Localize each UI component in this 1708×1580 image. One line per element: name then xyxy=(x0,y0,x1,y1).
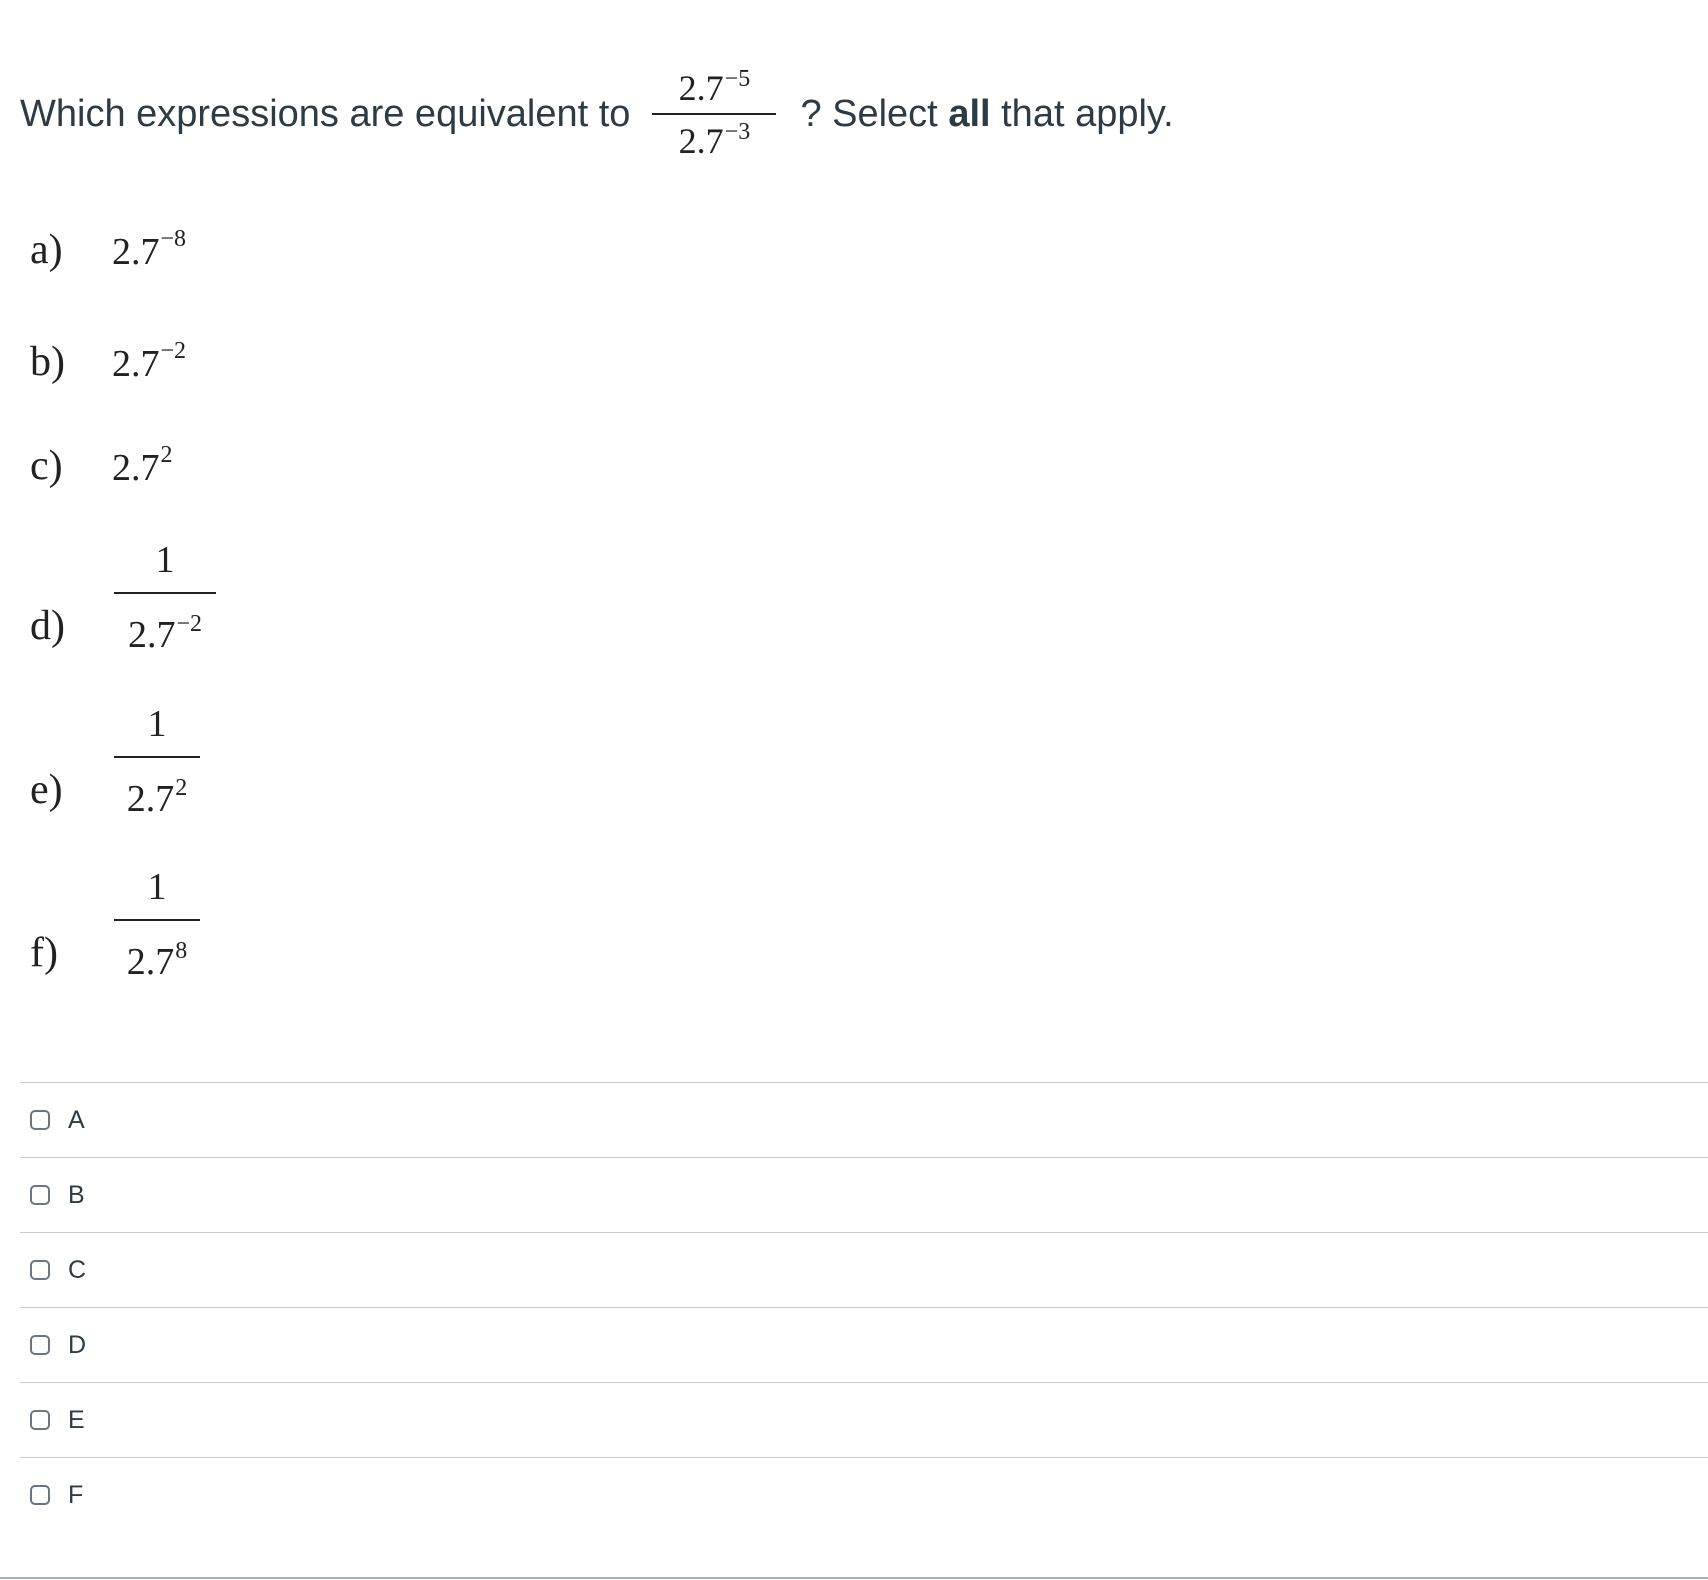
option-letter: a) xyxy=(30,227,63,273)
answer-label: B xyxy=(68,1180,85,1209)
answer-choice-e[interactable] xyxy=(20,1382,1708,1457)
answer-label: A xyxy=(68,1105,85,1134)
option-fraction xyxy=(114,702,200,821)
answer-choice-b[interactable] xyxy=(20,1157,1708,1232)
fraction-bar xyxy=(114,919,200,921)
answer-label: D xyxy=(68,1330,87,1359)
answer-choice-f[interactable] xyxy=(20,1457,1708,1532)
answer-choices xyxy=(20,1082,1708,1532)
option-expression: $2.7^{-8}$ xyxy=(112,226,187,273)
checkbox[interactable] xyxy=(30,1485,50,1505)
option-f xyxy=(30,865,330,985)
answer-choice-a[interactable] xyxy=(20,1082,1708,1157)
answer-label: F xyxy=(68,1480,84,1509)
option-a xyxy=(30,226,186,274)
option-b xyxy=(30,338,186,386)
answer-label: C xyxy=(68,1255,87,1284)
bottom-divider xyxy=(0,1577,1708,1579)
option-expression: $2.7^{-2}$ xyxy=(112,338,187,385)
option-letter: b) xyxy=(30,339,65,385)
question-text xyxy=(20,54,1174,174)
question-fraction-numerator: $2.7^{-5}$ xyxy=(678,66,751,108)
answer-choice-d[interactable] xyxy=(20,1307,1708,1382)
checkbox[interactable] xyxy=(30,1260,50,1280)
question-prefix: Which expressions are equivalent to xyxy=(20,92,631,135)
fraction-denominator: $2.7^2$ xyxy=(126,775,188,820)
option-fraction xyxy=(114,538,216,657)
fraction-bar xyxy=(114,592,216,594)
fraction-denominator: $2.7^{-2}$ xyxy=(127,611,203,656)
fraction-bar xyxy=(114,756,200,758)
checkbox[interactable] xyxy=(30,1110,50,1130)
answer-label: E xyxy=(68,1405,85,1434)
option-d xyxy=(30,538,330,658)
checkbox[interactable] xyxy=(30,1185,50,1205)
fraction-denominator: $2.7^8$ xyxy=(126,938,188,983)
option-c xyxy=(30,442,173,490)
question-fraction-denominator: $2.7^{-3}$ xyxy=(678,119,751,161)
option-letter: f) xyxy=(30,930,58,976)
option-e xyxy=(30,702,330,822)
question-suffix: ? Select all that apply. xyxy=(800,92,1174,135)
fraction-numerator: 1 xyxy=(147,703,167,745)
option-letter: e) xyxy=(30,767,63,813)
answer-choice-c[interactable] xyxy=(20,1232,1708,1307)
fraction-numerator: 1 xyxy=(155,539,175,581)
option-letter: d) xyxy=(30,603,65,649)
checkbox[interactable] xyxy=(30,1335,50,1355)
fraction-numerator: 1 xyxy=(147,866,167,908)
option-letter: c) xyxy=(30,443,63,489)
option-fraction xyxy=(114,865,200,984)
checkbox[interactable] xyxy=(30,1410,50,1430)
question-fraction xyxy=(652,66,776,162)
option-expression: $2.7^2$ xyxy=(112,442,173,489)
